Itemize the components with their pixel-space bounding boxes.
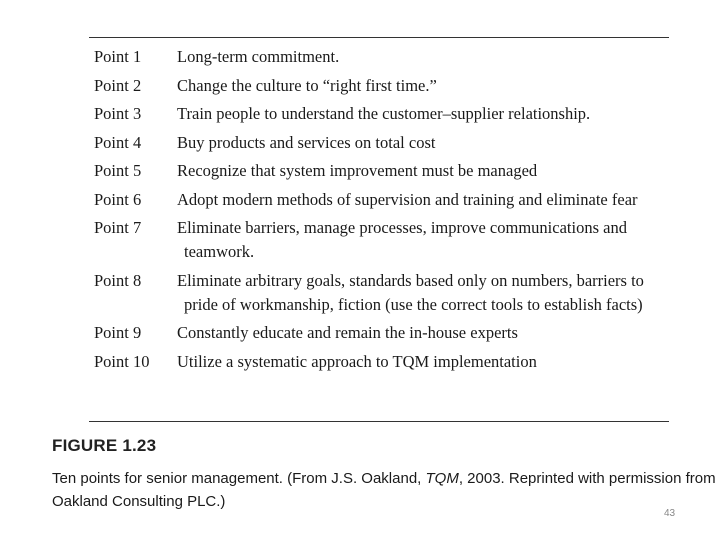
point-text: Eliminate barriers, manage processes, improve communications and teamwork.: [177, 218, 627, 261]
point-text: Adopt modern methods of supervision and training and eliminate fear: [177, 189, 638, 209]
point-text: Buy products and services on total cost: [177, 132, 436, 152]
point-row: [94, 45, 669, 69]
point-row: [94, 269, 669, 317]
caption-text: , 2003. Reprinted with permission from Oakland Consulting PLC.): [52, 470, 716, 510]
point-number: Point 7: [94, 218, 142, 237]
point-row: [94, 131, 669, 155]
point-number: Point 4: [94, 132, 142, 152]
point-number: Point 5: [94, 161, 142, 180]
point-text: Change the culture to “right first time.”: [177, 75, 437, 95]
point-row: [94, 102, 669, 126]
point-number: Point 6: [94, 189, 142, 209]
point-row: [94, 216, 669, 264]
figure-label: FIGURE 1.23: [52, 436, 157, 455]
point-text: Recognize that system improvement must be managed: [177, 161, 538, 180]
points-table: [94, 45, 669, 378]
figure-caption: [52, 467, 717, 513]
point-text: Utilize a systematic approach to TQM implementation: [177, 351, 537, 371]
point-number: Point 10: [94, 351, 150, 371]
point-row: [94, 74, 669, 98]
point-number: Point 2: [94, 75, 142, 95]
point-row: [94, 321, 669, 345]
point-row: [94, 159, 669, 183]
point-number: Point 8: [94, 270, 142, 290]
point-row: [94, 188, 669, 212]
top-rule: [89, 37, 669, 38]
point-number: Point 9: [94, 323, 142, 342]
point-number: Point 1: [94, 47, 142, 66]
caption-text: Ten points for senior management. (From J.S. Oakland,: [52, 470, 426, 487]
bottom-rule: [89, 421, 669, 422]
point-number: Point 3: [94, 104, 142, 123]
point-row: [94, 350, 669, 374]
point-text: Constantly educate and remain the in-house experts: [177, 323, 518, 342]
point-text: Long-term commitment.: [177, 47, 340, 66]
point-text: Eliminate arbitrary goals, standards based only on numbers, barriers to pride of workmanship, fiction (use the correct tools to establish facts): [177, 270, 644, 314]
caption-italic-title: TQM: [425, 470, 459, 487]
point-text: Train people to understand the customer–supplier relationship.: [177, 104, 591, 123]
page-number: 43: [664, 508, 676, 519]
